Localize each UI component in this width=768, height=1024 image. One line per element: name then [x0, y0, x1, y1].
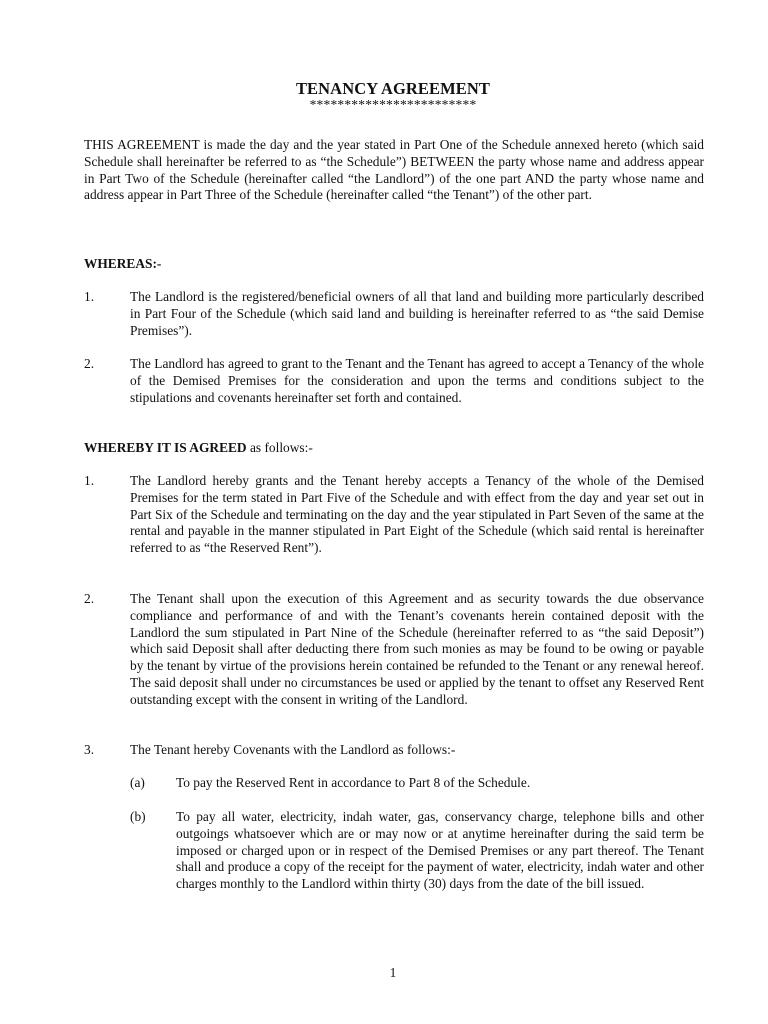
item-number: 3.: [84, 742, 95, 757]
item-text: The Landlord hereby grants and the Tenant hereby accepts a Tenancy of the whole of the Demised Premises for the term stated in Part Five of the Schedule and with effect from the day and year set out in Part Six of the Schedule and terminating on the day and the year stipulated in Part Seven of the same at the rental and payable in the manner stipulated in Part Eight of the Schedule (which said rental is hereinafter referred to as “the Reserved Rent”).: [130, 473, 704, 556]
item-text: The Landlord is the registered/beneficial owners of all that land and building more particularly described in Part Four of the Schedule (which said land and building is hereinafter referred to as “the said Demise Premises”).: [130, 289, 704, 338]
agreed-item-1: [84, 473, 704, 557]
whereas-heading: [84, 256, 161, 273]
whereas-item-1: [84, 289, 704, 339]
item-number: 2.: [84, 591, 95, 606]
covenant-sub-item-b: [130, 809, 704, 893]
item-text: The Tenant shall upon the execution of this Agreement and as security towards the due observance compliance and performance of and with the Tenant’s covenants herein contained deposit with the Landlord the sum stipulated in Part Nine of the Schedule (hereinafter referred to as “the said Deposit”) which said Deposit shall after deducting there from such monies as may be found to be owing or payable by the tenant by virtue of the provisions herein contained be refunded to the Tenant or any renewal hereof. The said deposit shall under no circumstances be used or applied by the tenant to offset any Reserved Rent outstanding except with the consent in writing of the Landlord.: [130, 591, 704, 707]
agreed-item-2: [84, 591, 704, 709]
whereas-item-2: [84, 356, 704, 406]
item-number: 1.: [84, 473, 95, 488]
item-number: 1.: [84, 289, 95, 304]
agreed-heading: [84, 440, 313, 457]
sub-item-text: To pay all water, electricity, indah water, gas, conservancy charge, telephone bills and other outgoings whatsoever which are or may now or at anytime hereinafter during the said term be imposed or charged upon or in respect of the Demised Premises or any part thereof. The Tenant shall and produce a copy of the receipt for the payment of water, electricity, indah water and other charges monthly to the Landlord within thirty (30) days from the date of the bill issued.: [176, 809, 704, 892]
item-text: The Tenant hereby Covenants with the Landlord as follows:-: [130, 742, 456, 757]
covenant-sub-item-a: [130, 775, 704, 792]
sub-item-text: To pay the Reserved Rent in accordance to Part 8 of the Schedule.: [176, 775, 531, 790]
agreed-heading-bold: WHEREBY IT IS AGREED: [84, 440, 247, 455]
whereas-heading-text: WHEREAS:-: [84, 256, 162, 271]
item-number: 2.: [84, 356, 95, 371]
agreed-heading-rest: as follows:-: [246, 440, 313, 455]
document-title: TENANCY AGREEMENT: [295, 79, 491, 98]
sub-item-number: (b): [130, 809, 146, 824]
sub-item-number: (a): [130, 775, 145, 790]
agreed-item-3: [84, 742, 704, 759]
page-number: 1: [389, 965, 397, 980]
title-underline-stars: ************************: [309, 97, 477, 112]
item-text: The Landlord has agreed to grant to the Tenant and the Tenant has agreed to accept a Tenancy of the whole of the Demised Premises for the consideration and upon the terms and conditions subject to the stipulations and covenants hereinafter set forth and contained.: [130, 356, 704, 405]
intro-paragraph: THIS AGREEMENT is made the day and the year stated in Part One of the Schedule annexed hereto (which said Schedule shall hereinafter be referred to as “the Schedule”) BETWEEN the party whose name and address appear in Part Two of the Schedule (hereinafter called “the Landlord”) of the one part AND the party whose name and address appear in Part Three of the Schedule (hereinafter called “the Tenant”) of the other part.: [84, 137, 704, 203]
